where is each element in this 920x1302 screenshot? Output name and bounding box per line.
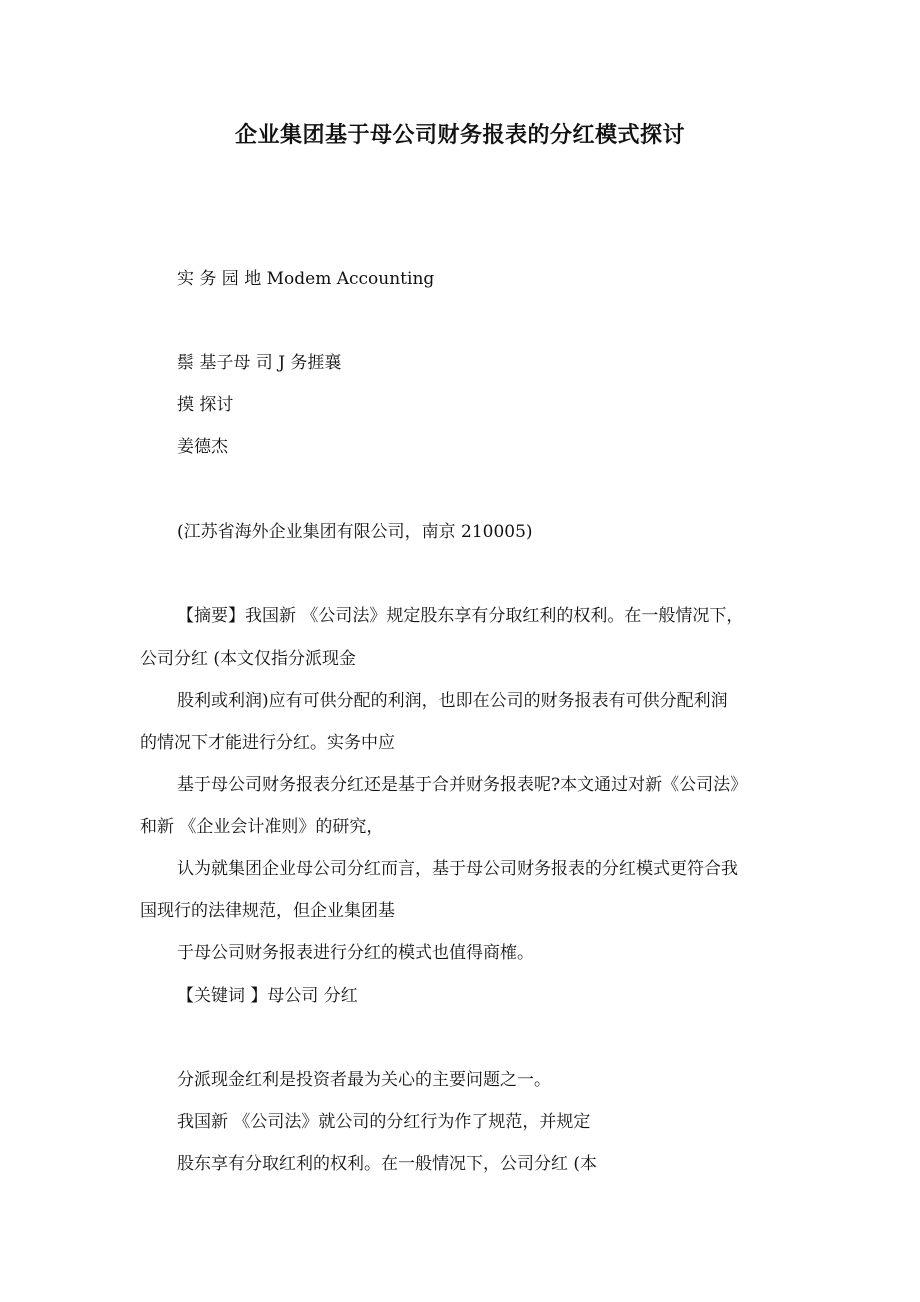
abstract-line: 认为就集团企业母公司分红而言，基于母公司财务报表的分红模式更符合我 bbox=[177, 859, 738, 879]
abstract-line: 【摘要】我国新 《公司法》规定股东享有分取红利的权利。在一般情况下， bbox=[177, 606, 744, 626]
abstract-line: 国现行的法律规范，但企业集团基 bbox=[140, 901, 395, 921]
abstract-line: 股利或利润)应有可供分配的利润，也即在公司的财务报表有可供分配利润 bbox=[177, 691, 728, 711]
abstract-line: 的情况下才能进行分红。实务中应 bbox=[140, 733, 395, 753]
column-header: 实 务 园 地 Modem Accounting bbox=[177, 269, 435, 289]
keywords-line: 【关键词 】母公司 分红 bbox=[177, 986, 358, 1006]
abstract-line: 公司分红 (本文仅指分派现金 bbox=[140, 649, 357, 669]
abstract-line: 和新 《企业会计准则》的研究， bbox=[140, 817, 384, 837]
body-line: 股东享有分取红利的权利。在一般情况下，公司分红 (本 bbox=[177, 1154, 598, 1174]
body-line: 分派现金红利是投资者最为关心的主要问题之一。 bbox=[177, 1070, 551, 1090]
garbled-title-line-1: 鬃 基子母 司 J 务捱襄 bbox=[177, 353, 342, 373]
author-name: 姜德杰 bbox=[177, 437, 228, 457]
abstract-line: 基于母公司财务报表分红还是基于合并财务报表呢?本文通过对新《公司法》 bbox=[177, 775, 748, 795]
author-affiliation: (江苏省海外企业集团有限公司，南京 210005) bbox=[177, 522, 533, 542]
body-line: 我国新 《公司法》就公司的分红行为作了规范，并规定 bbox=[177, 1112, 591, 1132]
garbled-title-line-2: 摸 探讨 bbox=[177, 395, 234, 415]
document-title: 企业集团基于母公司财务报表的分红模式探讨 bbox=[234, 122, 685, 148]
abstract-line: 于母公司财务报表进行分红的模式也值得商榷。 bbox=[177, 943, 534, 963]
